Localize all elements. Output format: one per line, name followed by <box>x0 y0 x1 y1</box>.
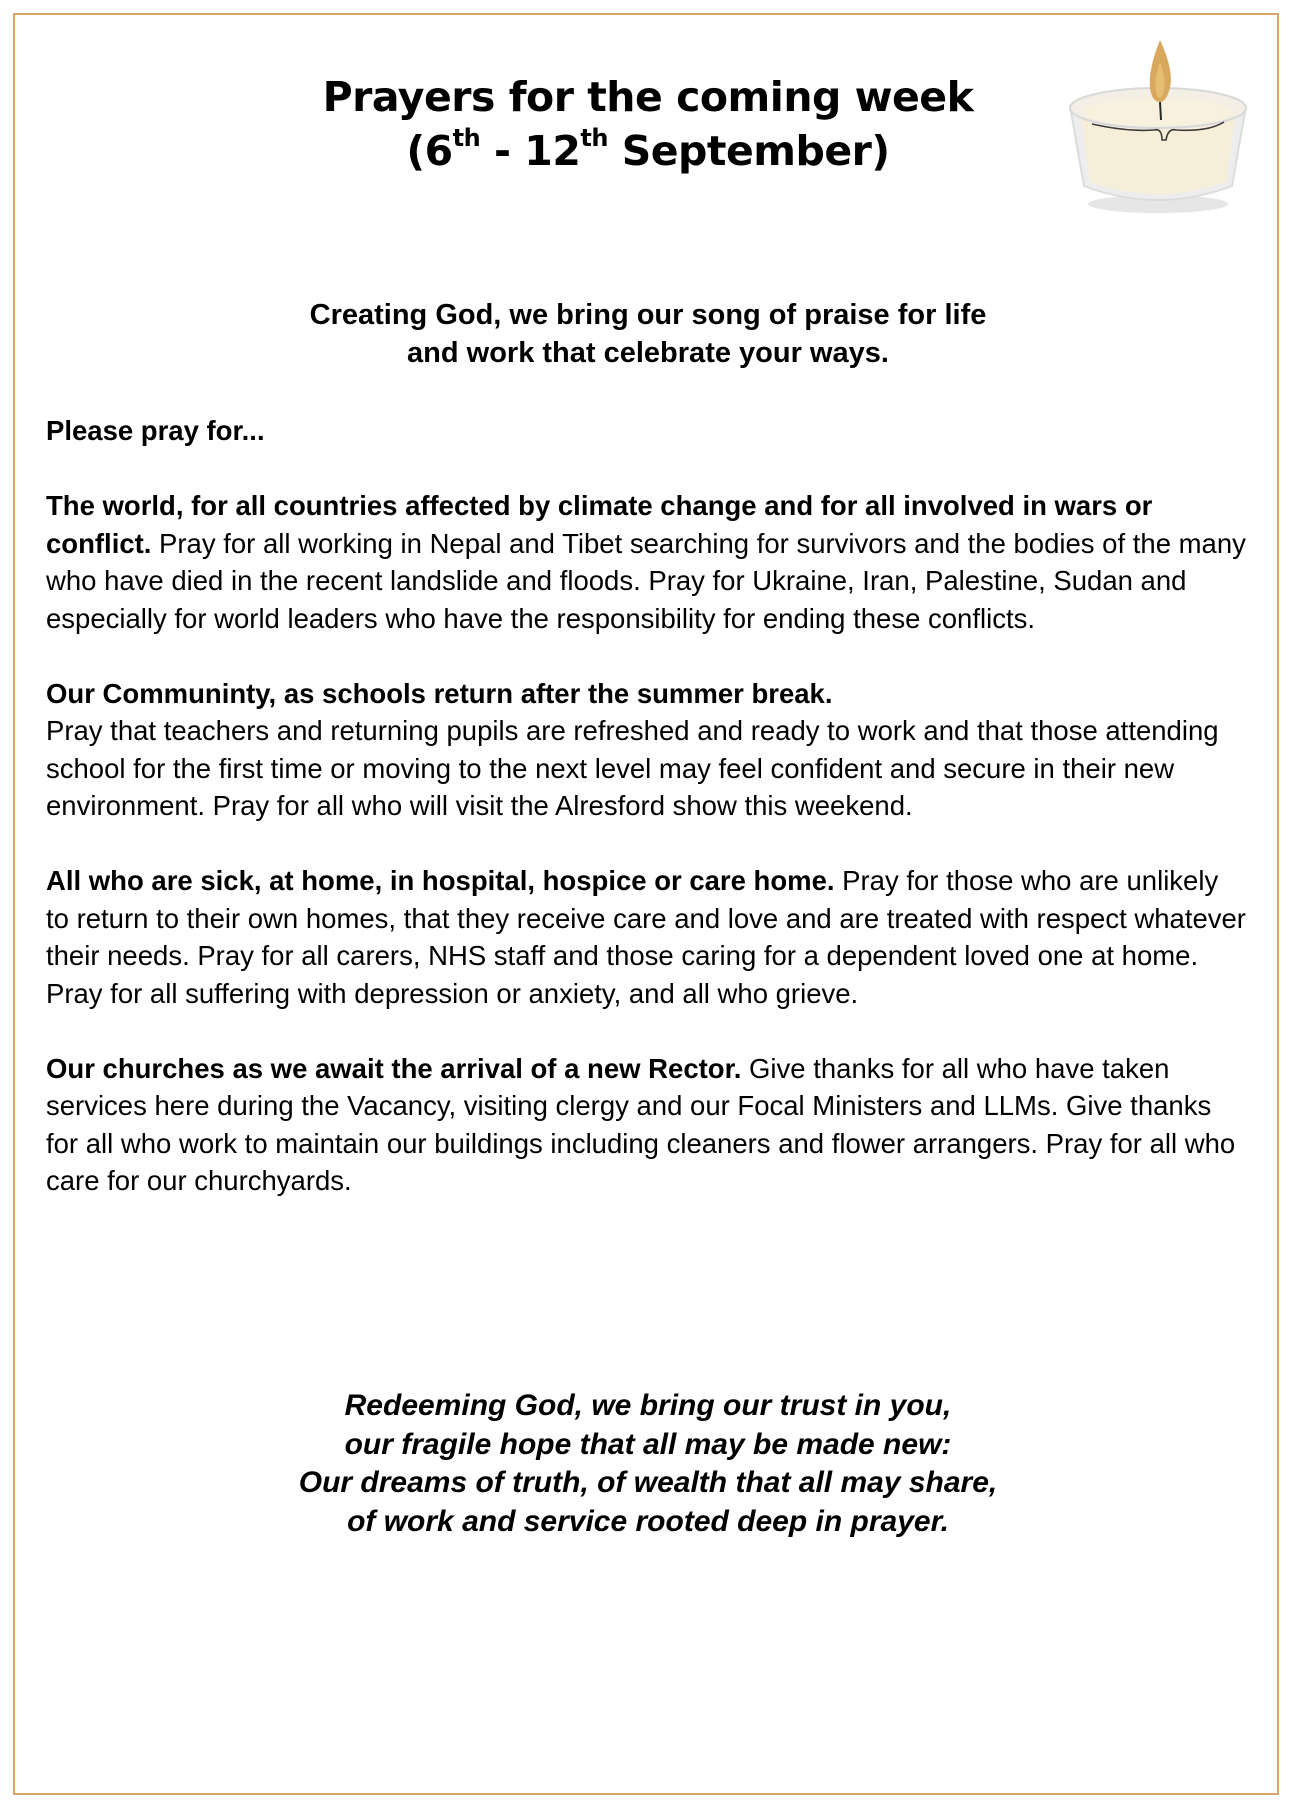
section-community-text: Pray that teachers and returning pupils are refreshed and ready to work and that those attending school for the first time or moving to the next level may feel confident and secure in their new environment. Pray for all who will visit the Alresford show this weekend. <box>46 715 1219 821</box>
please-pray-label: Please pray for... <box>46 415 265 446</box>
title-open-paren: ( <box>406 127 425 175</box>
section-churches-heading: Our churches as we await the arrival of a new Rector. <box>46 1052 742 1084</box>
title-start-suffix: th <box>452 124 481 153</box>
candle-icon <box>1058 36 1258 216</box>
section-community <box>46 675 1246 825</box>
opening-line-2: and work that celebrate your ways. <box>407 337 889 369</box>
title-line-1: Prayers for the coming week <box>322 73 974 121</box>
closing-line-2: our fragile hope that all may be made new: <box>344 1427 952 1461</box>
prayer-body <box>46 412 1246 1237</box>
opening-line-1: Creating God, we bring our song of praise for life <box>309 299 987 331</box>
closing-line-4: of work and service rooted deep in prayer. <box>347 1504 949 1538</box>
closing-line-1: Redeeming God, we bring our trust in you, <box>344 1389 952 1422</box>
section-sick <box>46 862 1246 1012</box>
title-dash: - <box>480 127 525 175</box>
section-world <box>46 487 1246 637</box>
section-world-heading: The world, for all countries affected by climate change and for all involved in wars or conflict. <box>46 490 1153 559</box>
section-churches-text: Give thanks for all who have taken services here during the Vacancy, visiting clergy and our Focal Ministers and LLMs. Give thanks for all who work to maintain our buildings including cleaners and flower arrangers. Pray for all who care for our churchyards. <box>46 1052 1236 1196</box>
closing-prayer <box>150 1387 1146 1541</box>
page-title <box>250 70 1046 178</box>
title-line-2 <box>250 124 1046 178</box>
section-sick-heading: All who are sick, at home, in hospital, hospice or care home. <box>46 865 835 896</box>
section-churches <box>46 1050 1246 1200</box>
title-end-day: 12 <box>524 127 581 175</box>
opening-prayer <box>150 296 1146 372</box>
section-sick-text: Pray for those who are unlikely to return to their own homes, that they receive care and love and are treated with respect whatever their needs. Pray for all carers, NHS staff and those caring for a dependent loved one at home. Pray for all suffering with depression or anxiety, and all who grieve. <box>46 865 1246 1009</box>
please-pray-heading <box>46 412 1246 450</box>
title-start-day: 6 <box>424 127 453 175</box>
section-community-heading: Our Communinty, as schools return after the summer break. <box>46 677 833 709</box>
section-world-text: Pray for all working in Nepal and Tibet searching for survivors and the bodies of the many who have died in the recent landslide and floods. Pray for Ukraine, Iran, Palestine, Sudan and especially for world leaders who have the responsibility for ending these conflicts. <box>46 527 1246 634</box>
closing-line-3: Our dreams of truth, of wealth that all may share, <box>298 1466 998 1499</box>
title-month: September) <box>607 127 890 175</box>
title-end-suffix: th <box>580 124 608 153</box>
